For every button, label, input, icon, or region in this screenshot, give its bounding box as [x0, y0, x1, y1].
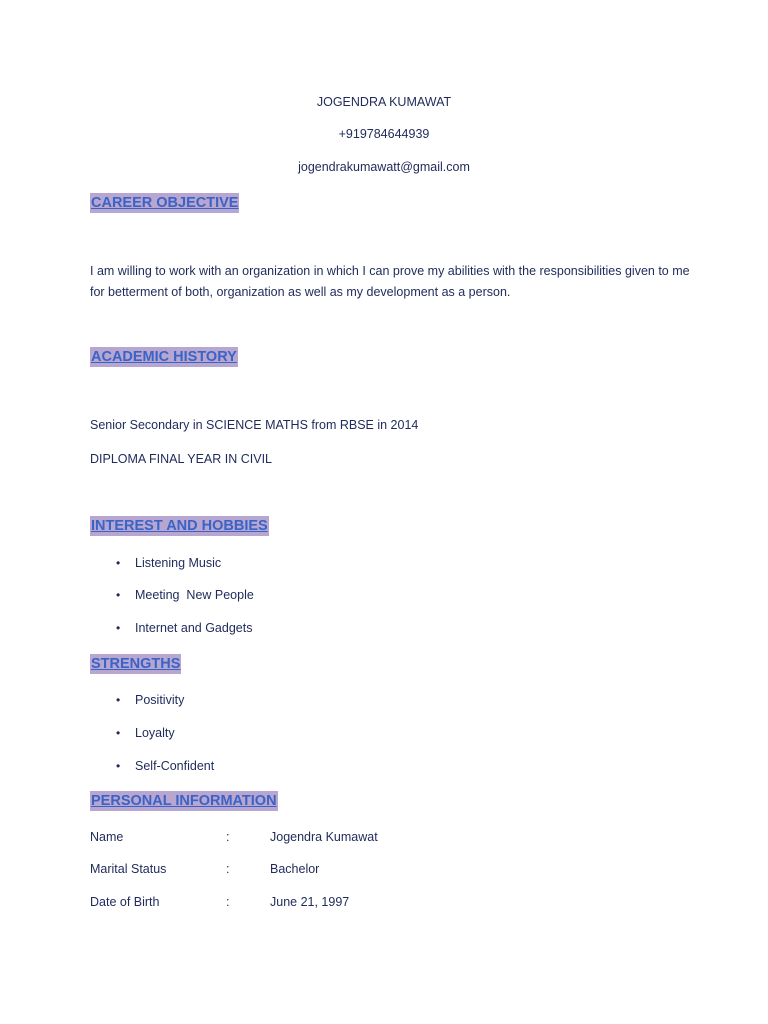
strength-item: Loyalty	[135, 726, 175, 740]
candidate-name: JOGENDRA KUMAWAT	[316, 95, 452, 109]
candidate-phone: +919784644939	[338, 127, 430, 141]
bullet-icon: •	[116, 556, 121, 570]
interests-heading: INTEREST AND HOBBIES	[91, 518, 268, 534]
personal-info-value: Jogendra Kumawat	[270, 830, 378, 844]
academic-item: Senior Secondary in SCIENCE MATHS from RBSE in 2014	[90, 418, 419, 432]
personal-info-heading: PERSONAL INFORMATION	[91, 793, 277, 809]
personal-info-separator: :	[226, 895, 230, 909]
bullet-icon: •	[116, 588, 121, 602]
interest-item: Meeting New People	[135, 588, 254, 602]
career-objective-text: I am willing to work with an organization in which I can prove my abilities with the responsibilities given to me for betterment of both, organization as well as my development as a person.	[90, 264, 690, 299]
strengths-heading: STRENGTHS	[91, 656, 181, 672]
personal-info-separator: :	[226, 862, 230, 876]
academic-history-heading: ACADEMIC HISTORY	[91, 349, 237, 365]
candidate-email: jogendrakumawatt@gmail.com	[298, 160, 470, 174]
personal-info-value: June 21, 1997	[270, 895, 350, 909]
academic-item: DIPLOMA FINAL YEAR IN CIVIL	[90, 452, 273, 466]
bullet-icon: •	[116, 759, 121, 773]
bullet-icon: •	[116, 693, 121, 707]
interest-item: Listening Music	[135, 556, 222, 570]
personal-info-value: Bachelor	[270, 862, 320, 876]
personal-info-label: Name	[90, 830, 124, 844]
bullet-icon: •	[116, 621, 121, 635]
personal-info-label: Marital Status	[90, 862, 167, 876]
career-objective-heading: CAREER OBJECTIVE	[91, 195, 239, 211]
personal-info-label: Date of Birth	[90, 895, 160, 909]
interest-item: Internet and Gadgets	[135, 621, 253, 635]
personal-info-separator: :	[226, 830, 230, 844]
bullet-icon: •	[116, 726, 121, 740]
strength-item: Self-Confident	[135, 759, 215, 773]
strength-item: Positivity	[135, 693, 185, 707]
